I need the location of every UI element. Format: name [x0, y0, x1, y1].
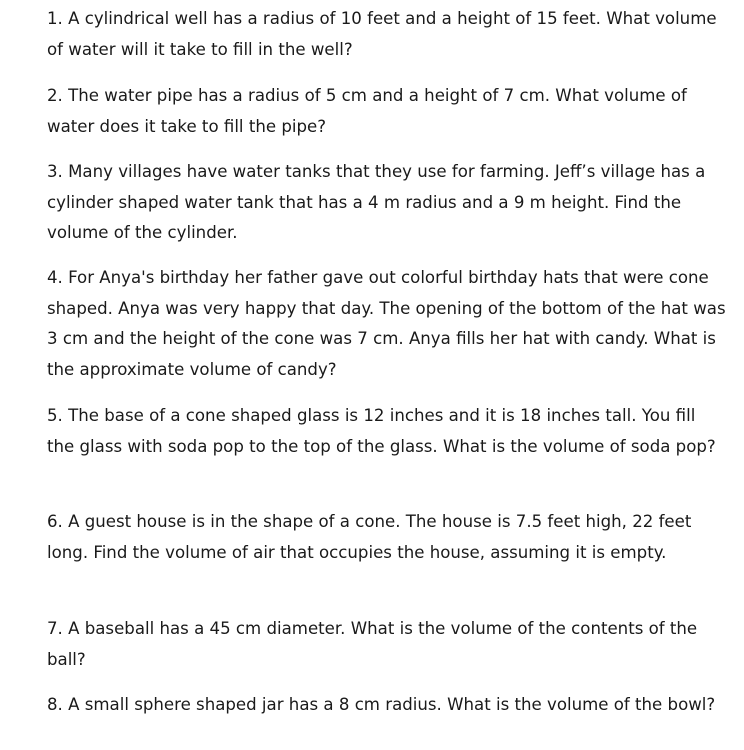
problem-2: 2. The water pipe has a radius of 5 cm and a height of 7 cm. What volume of water does it take to fill the pipe?	[47, 86, 687, 136]
problem-3: 3. Many villages have water tanks that they use for farming. Jeff’s village has a cylinder shaped water tank that has a 4 m radius and a 9 m height. Find the volume of the cylinder.	[47, 162, 706, 242]
problem-7: 7. A baseball has a 45 cm diameter. What is the volume of the contents of the ball?	[47, 619, 698, 669]
problem-1: 1. A cylindrical well has a radius of 10 feet and a height of 15 feet. What volume of water will it take to fill in the well?	[47, 9, 717, 59]
problem-4: 4. For Anya's birthday her father gave out colorful birthday hats that were cone shaped. Anya was very happy that day. The opening of the bottom of the hat was 3 cm and the height of the cone was 7 cm. Anya fills her hat with candy. What is the approximate volume of candy?	[47, 268, 726, 379]
problem-8: 8. A small sphere shaped jar has a 8 cm radius. What is the volume of the bowl?	[47, 695, 716, 714]
problem-6: 6. A guest house is in the shape of a cone. The house is 7.5 feet high, 22 feet long. Find the volume of air that occupies the house, assuming it is empty.	[47, 512, 692, 562]
problem-5: 5. The base of a cone shaped glass is 12 inches and it is 18 inches tall. You fill the glass with soda pop to the top of the glass. What is the volume of soda pop?	[47, 406, 716, 456]
